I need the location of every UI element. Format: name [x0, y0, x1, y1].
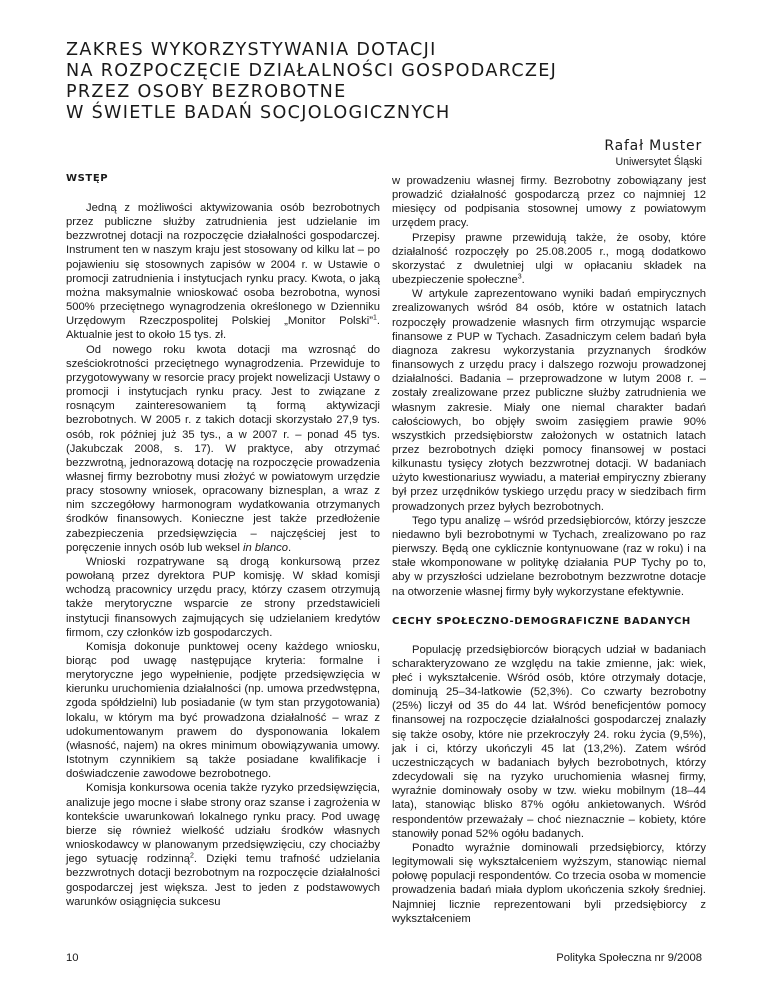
title-line: ZAKRES WYKORZYSTYWANIA DOTACJI: [66, 40, 437, 60]
author-name: Rafał Muster: [604, 138, 702, 154]
left-column: [66, 172, 380, 909]
paragraph: Populację przedsiębiorców biorących udział w badaniach scharakteryzowano ze względu na takie zmienne, jak: wiek, płeć i wykształcenie. Wśród osób, które otrzymały dotacje, dominują 25–34-latkowie (52,3%). Co czwarty bezrobotny (25%) liczył od 35 do 44 lat. Wśród beneficjentów pomocy finansowej na rozpoczęcie działalności gospodarczej znalazły się także osoby, które nie przekroczyły 24. roku życia (9,5%), jak i ci, którzy ukończyli 45 lat (13,2%). Zatem wśród uczestniczących w badaniach byłych bezrobotnych, którzy zdecydowali się na ryzyko uruchomienia własnej firmy, wyraźnie dominowały osoby w tzw. wieku mobilnym (18–44 lata), stanowiąc blisko 87% ogółu ankietowanych. Wśród respondentów przeważały – choć nieznacznie – kobiety, które stanowiły ponad 52% ogółu badanych.: [392, 643, 706, 840]
section-heading-cechy: CECHY SPOŁECZNO-DEMOGRAFICZNE BADANYCH: [392, 615, 691, 627]
paragraph: Tego typu analizę – wśród przedsiębiorców, którzy jeszcze niedawno byli bezrobotnymi w Tychach, zrealizowano po raz pierwszy. Będą one cyklicznie kontynuowane (raz w roku) i na stałe wkomponowane w politykę działania PUP Tychy po to, aby w przyszłości udzielane bezrobotnym bezzwrotne dotacje na otworzenie własnej firmy były wykorzystane efektywnie.: [392, 514, 706, 598]
footnote-ref[interactable]: 3: [517, 273, 522, 281]
paragraph: Ponadto wyraźnie dominowali przedsiębiorcy, którzy legitymowali się wykształceniem wyższym, stanowiąc niemal połowę populacji respondentów. Co trzecia osoba w momencie prowadzenia badań miała dyplom ukończenia szkoły średniej. Najmniej licznie reprezentowani byli przedsiębiorcy z wykształceniem: [392, 841, 706, 925]
right-column: [392, 174, 706, 926]
section-heading-intro: WSTĘP: [66, 173, 109, 184]
title-line: NA ROZPOCZĘCIE DZIAŁALNOŚCI GOSPODARCZEJ: [66, 61, 558, 81]
paragraph: Wnioski rozpatrywane są drogą konkursową przez powołaną przez dyrektora PUP komisję. W skład komisji wchodzą pracownicy urzędu pracy, którzy czasem otrzymują także merytoryczne wsparcie ze strony przedstawicieli instytucji finansowych zajmujących się udzielaniem kredytów firmom, czy członków izb gospodarczych.: [66, 555, 380, 639]
footnote-ref[interactable]: 1: [372, 314, 377, 322]
author-affiliation: Uniwersytet Śląski: [615, 156, 702, 168]
author-block: [604, 138, 702, 169]
paragraph: Jedną z możliwości aktywizowania osób bezrobotnych przez publiczne służby zatrudnienia jest udzielanie im bezzwrotnej dotacji na rozpoczęcie działalności gospodarczej. Instrument ten w naszym kraju jest stosowany od kilku lat – po pojawieniu się stosownych zapisów w 2004 r. w Ustawie o promocji zatrudnienia i instytucjach rynku pracy. Kwota, o jaką można maksymalnie wnioskować osoba bezrobotna, wynosi 500% przeciętnego wynagrodzenia określonego w Dzienniku Urzędowym Rzeczpospolitej Polskiej „Monitor Polski”$^1$. Aktualnie jest to około 15 tys. zł.: [66, 202, 380, 342]
footnote-ref[interactable]: 2: [190, 852, 194, 860]
page-number: 10: [66, 952, 79, 964]
paragraph: W artykule zaprezentowano wyniki badań empirycznych zrealizowanych wśród 84 osób, które w ostatnich latach rozpoczęły prowadzenie własnych firm otrzymując wsparcie finansowe z PUP w Tychach. Zasadniczym celem badań była diagnoza zakresu wykorzystania przyznanych środków finansowych z urzędu pracy i dalszego rozwoju prowadzonej działalności. Badania – przeprowadzone w lutym 2008 r. – zostały zrealizowane przez publiczne służby zatrudnienia we własnym zakresie. Miały one niemal charakter badań całościowych, bo objęły swoim zasięgiem prawie 90% wszystkich przedsiębiorstw założonych w ostatnich latach przez bezrobotnych dzięki pomocy finansowej w postaci kilkunastu tysięcy złotych bezzwrotnej dotacji. W badaniach użyto kwestionariusz wywiadu, a materiał empiryczny zbierany był przez urzędników tyskiego urzędu pracy w siedzibach firm prowadzonych przez byłych bezrobotnych.: [392, 288, 706, 513]
paragraph: Komisja konkursowa ocenia także ryzyko przedsięwzięcia, analizuje jego mocne i słabe strony oraz szanse i zagrożenia w kontekście uwarunkowań lokalnego rynku pracy. Pod uwagę bierze się również wielkość udziału środków własnych wnioskodawcy w planowanym przedsięwzięciu, czy chociażby jego sytuację rodzinną$^2$. Dzięki temu trafność udzielania bezzwrotnych dotacji bezrobotnym na rozpoczęcie działalności gospodarczej jest większa. Jest to jeden z podstawowych warunków osiągnięcia sukcesu: [66, 782, 380, 908]
paragraph: w prowadzeniu własnej firmy. Bezrobotny zobowiązany jest prowadzić działalność gospodarczą przez co najmniej 12 miesięcy od podpisania stosownej umowy z powiatowym urzędem pracy.: [392, 175, 706, 230]
article-title: [66, 40, 706, 124]
paragraph: Przepisy prawne przewidują także, że osoby, które działalność rozpoczęły po 25.08.2005 r., mogą dodatkowo skorzystać z dwuletniej ulgi w opłacaniu składek na ubezpieczenie społeczne$^3$.: [392, 231, 706, 287]
paragraph: Komisja dokonuje punktowej oceny każdego wniosku, biorąc pod uwagę następujące kryteria: formalne i merytoryczne jego wypełnienie, podjęte przedsięwzięcia w kierunku uruchomienia działalności (np. umowa przedwstępna, zgoda spółdzielni) lub posiadanie (w tym stan przygotowania) lokalu, w którym ma być prowadzona działalność – wraz z udokumentowanym prawem do dysponowania lokalem (własność, najem) na okres minimum obowiązywania umowy. Istotnym czynnikiem są także posiadane kwalifikacje i doświadczenie zawodowe bezrobotnego.: [66, 640, 380, 781]
title-line: W ŚWIETLE BADAŃ SOCJOLOGICZNYCH: [66, 103, 451, 123]
journal-name: Polityka Społeczna nr 9/2008: [556, 952, 702, 964]
title-line: PRZEZ OSOBY BEZROBOTNE: [66, 82, 347, 102]
paragraph: Od nowego roku kwota dotacji ma wzrosnąć do sześciokrotności przeciętnego wynagrodzenia. Przewiduje to przygotowywany w resorcie pracy projekt nowelizacji Ustawy o promocji i instytucjach rynku pracy. Jest to związane z rosnącym zainteresowaniem tą formą aktywizacji bezrobotnych. W 2005 r. z takich dotacji skorzystało 27,9 tys. osób, rok później już 35 tys., a w 2007 r. – ponad 45 tys. (Jakubczak 2008, s. 17). W praktyce, aby otrzymać bezzwrotną, jednorazową dotację na rozpoczęcie prowadzenia własnej firmy bezrobotny musi złożyć w powiatowym urzędzie pracy stosowny wniosek, opracowany biznesplan, a wraz z nim szczegółowy harmonogram wydatkowania otrzymanych środków finansowych. Konieczne jest także przedłożenie zabezpieczenia przedsięwzięcia – najczęściej jest to poręczenie innych osób lub weksel in blanco.: [66, 343, 380, 554]
